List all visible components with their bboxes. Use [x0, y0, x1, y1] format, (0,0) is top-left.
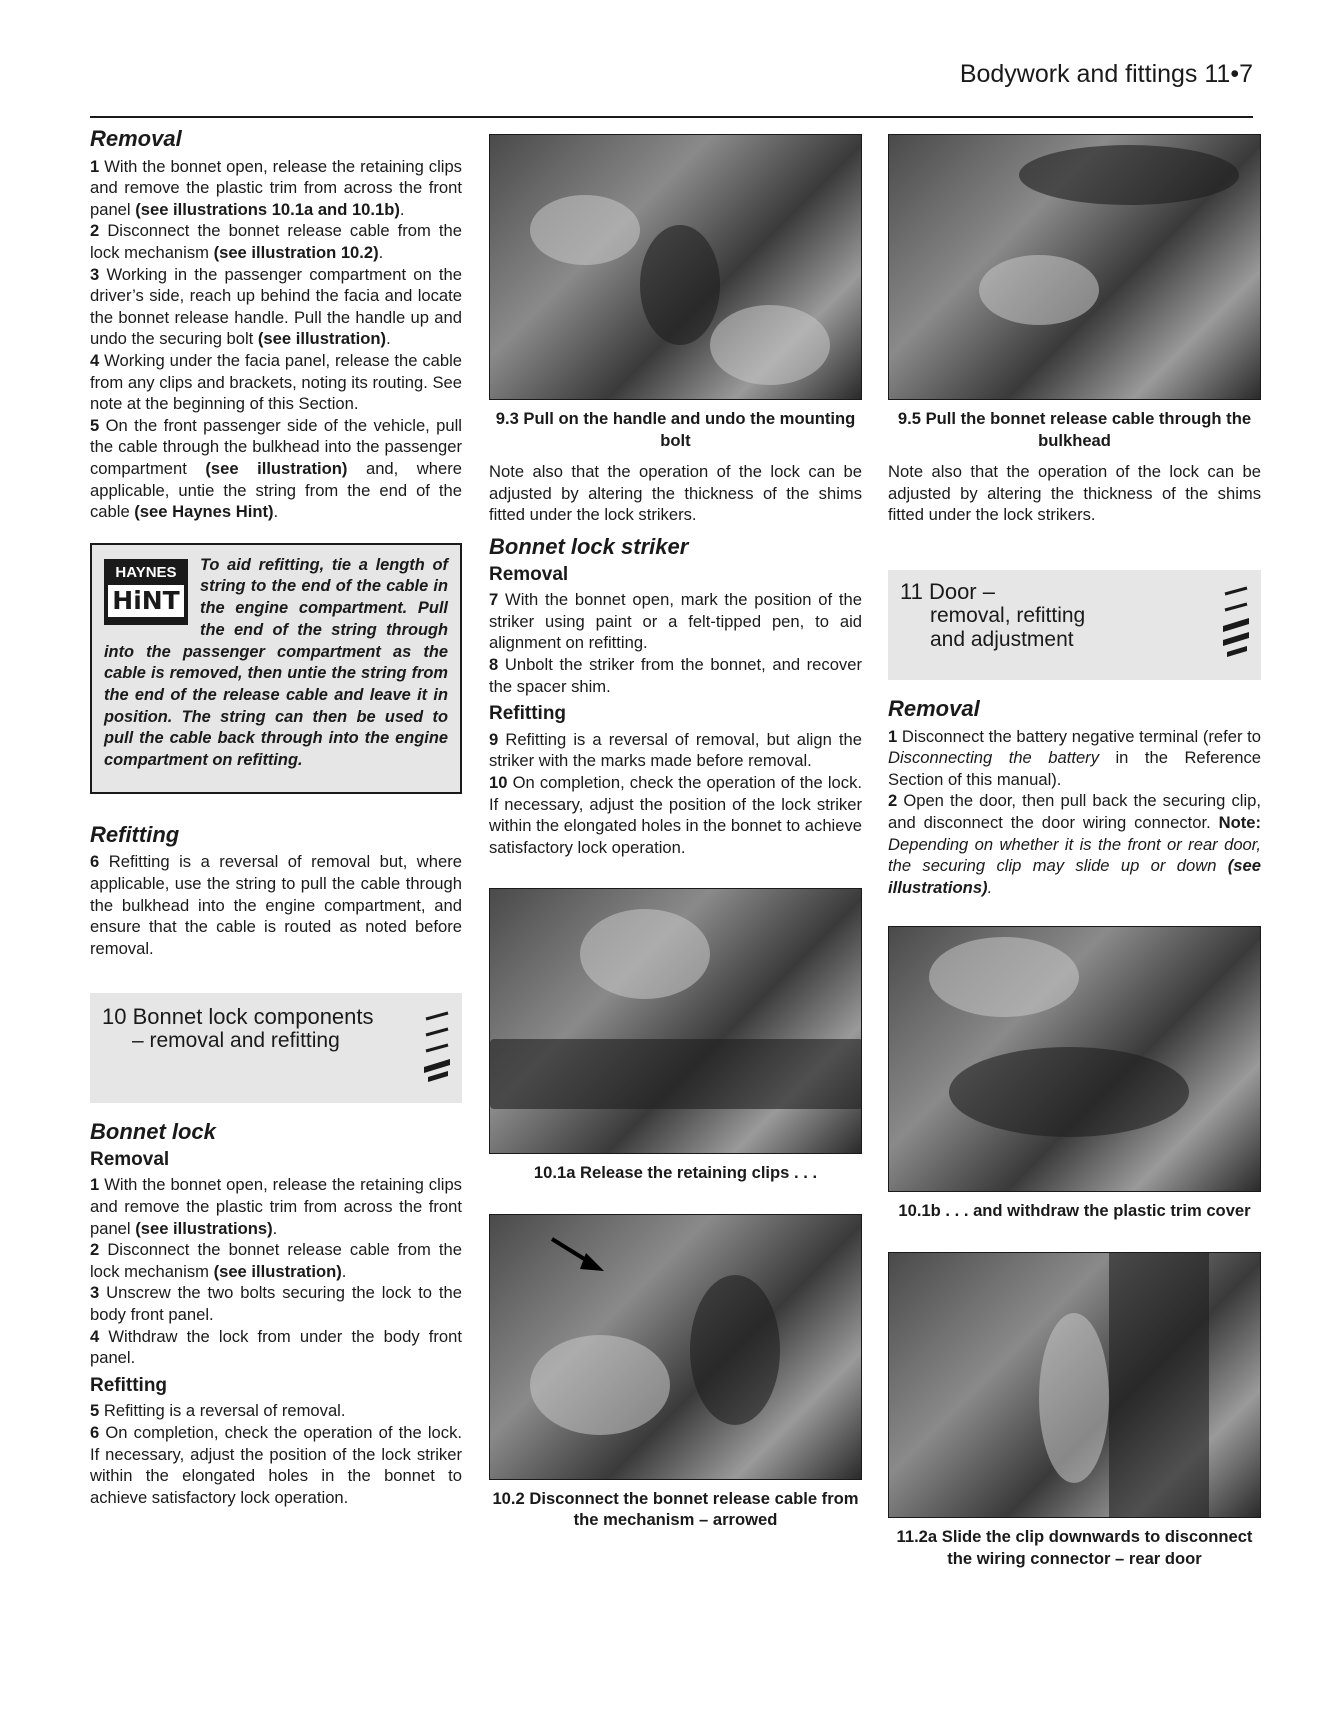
step: 10 On completion, check the operation of the lock. If necessary, adjust the position of the lock striker within the elongated holes in the bonnet to achieve satisfactory lock operation. — [489, 772, 862, 857]
figure-11-2a — [888, 1252, 1261, 1518]
figure-caption: 10.1b . . . and withdraw the plastic trim cover — [898, 1201, 1251, 1221]
section-10-subtitle: – removal and refitting — [132, 1029, 340, 1053]
note-text: Note also that the operation of the lock can be adjusted by altering the thickness of the shims fitted under the lock strikers. — [489, 462, 862, 525]
step: 4 Working under the facia panel, release the cable from any clips and brackets, noting its routing. See note at the beginning of this Section. — [90, 350, 462, 414]
removal-subheading: Removal — [90, 1148, 170, 1170]
figure-caption: 9.5 Pull the bonnet release cable through the bulkhead — [897, 409, 1252, 450]
column-2 — [489, 134, 862, 1531]
step: 4 Withdraw the lock from under the body front panel. — [90, 1326, 462, 1368]
step: 1 Disconnect the battery negative terminal (refer to Disconnecting the battery in the Reference Section of this manual). — [888, 726, 1261, 789]
step: 5 Refitting is a reversal of removal. — [90, 1401, 346, 1421]
removal-heading: Removal — [888, 695, 980, 721]
page-title: Bodywork and fittings 11•7 — [959, 60, 1253, 88]
section-10-box — [90, 993, 462, 1103]
note-text: Note also that the operation of the lock can be adjusted by altering the thickness of the shims fitted under the lock strikers. — [888, 462, 1261, 525]
figure-caption: 10.2 Disconnect the bonnet release cable from the mechanism – arrowed — [492, 1488, 859, 1530]
figure-caption: 9.3 Pull on the handle and undo the mounting bolt — [495, 409, 856, 450]
wrench-icon — [420, 1007, 454, 1085]
step: 2 Disconnect the bonnet release cable from the lock mechanism (see illustration 10.2). — [90, 221, 462, 262]
step: 3 Working in the passenger compartment on the driver’s side, reach up behind the facia and locate the bonnet release handle. Pull the handle up and undo the securing bolt (see illustration). — [90, 264, 462, 349]
arrow-icon — [550, 1235, 610, 1275]
step: 2 Disconnect the bonnet release cable from the lock mechanism (see illustration). — [90, 1240, 462, 1281]
figure-caption: 10.1a Release the retaining clips . . . — [533, 1163, 818, 1183]
refitting-subheading: Refitting — [489, 703, 567, 725]
column-3 — [888, 134, 1261, 1569]
refitting-heading: Refitting — [90, 821, 180, 847]
column-1 — [90, 128, 462, 1508]
section-10-title: 10 Bonnet lock components — [102, 1004, 374, 1030]
step: 9 Refitting is a reversal of removal, but align the striker with the marks made before removal. — [489, 729, 862, 771]
section-11-title: 11 Door – — [900, 578, 995, 604]
step: 3 Unscrew the two bolts securing the lock to the body front panel. — [90, 1283, 462, 1325]
wrench-icon — [1219, 582, 1253, 660]
step: 1 With the bonnet open, release the retaining clips and remove the plastic trim from across the front panel (see illustrations 10.1a and 10.1b). — [90, 156, 462, 219]
haynes-hint-box — [90, 543, 462, 794]
section-11-box — [888, 570, 1261, 680]
hint-text: To aid refitting, tie a length of string to the end of the cable in the engine compartment. Pull the end of the string through into the passenger compartment as the cable is removed, then untie the string from the end of the release cable and leave it in position. The string can then be used to pull the cable back through into the engine compartment on refitting. — [104, 555, 448, 770]
bonnet-lock-striker-heading: Bonnet lock striker — [489, 533, 689, 559]
step: 8 Unbolt the striker from the bonnet, and recover the spacer shim. — [489, 654, 862, 696]
haynes-hint-logo: HAYNES HiNT — [104, 559, 188, 625]
step: 6 On completion, check the operation of the lock. If necessary, adjust the position of the lock striker within the elongated holes in the bonnet to achieve satisfactory lock operation. — [90, 1423, 462, 1507]
page-header — [90, 56, 1253, 118]
removal-subheading: Removal — [489, 563, 569, 585]
figure-10-2 — [489, 1214, 862, 1480]
figure-9-5 — [888, 134, 1261, 400]
section-11-subtitle-1: removal, refitting — [930, 603, 1086, 627]
step: 7 With the bonnet open, mark the position of the striker using paint or a felt-tipped pen, to aid alignment on refitting. — [489, 590, 862, 653]
figure-10-1a — [489, 888, 862, 1154]
figure-caption: 11.2a Slide the clip downwards to disconnect the wiring connector – rear door — [896, 1526, 1253, 1568]
removal-heading: Removal — [90, 126, 182, 151]
figure-9-3 — [489, 134, 862, 400]
step: 2 Open the door, then pull back the securing clip, and disconnect the door wiring connector. Note: Depending on whether it is the front or rear door, the securing clip may slide up or down (see illustrations). — [888, 791, 1261, 897]
bonnet-lock-heading: Bonnet lock — [90, 1119, 216, 1145]
refitting-subheading: Refitting — [90, 1374, 168, 1396]
step: 5 On the front passenger side of the vehicle, pull the cable through the bulkhead into the passenger compartment (see illustration) and, where applicable, untie the string from the end of the cable (see Haynes Hint). — [90, 415, 462, 522]
figure-10-1b — [888, 926, 1261, 1192]
section-11-subtitle-2: and adjustment — [930, 627, 1074, 651]
step: 1 With the bonnet open, release the retaining clips and remove the plastic trim from across the front panel (see illustrations). — [90, 1175, 462, 1238]
step: 6 Refitting is a reversal of removal but, where applicable, use the string to pull the cable through the bulkhead into the engine compartment, and ensure that the cable is routed as noted before removal. — [90, 852, 462, 958]
